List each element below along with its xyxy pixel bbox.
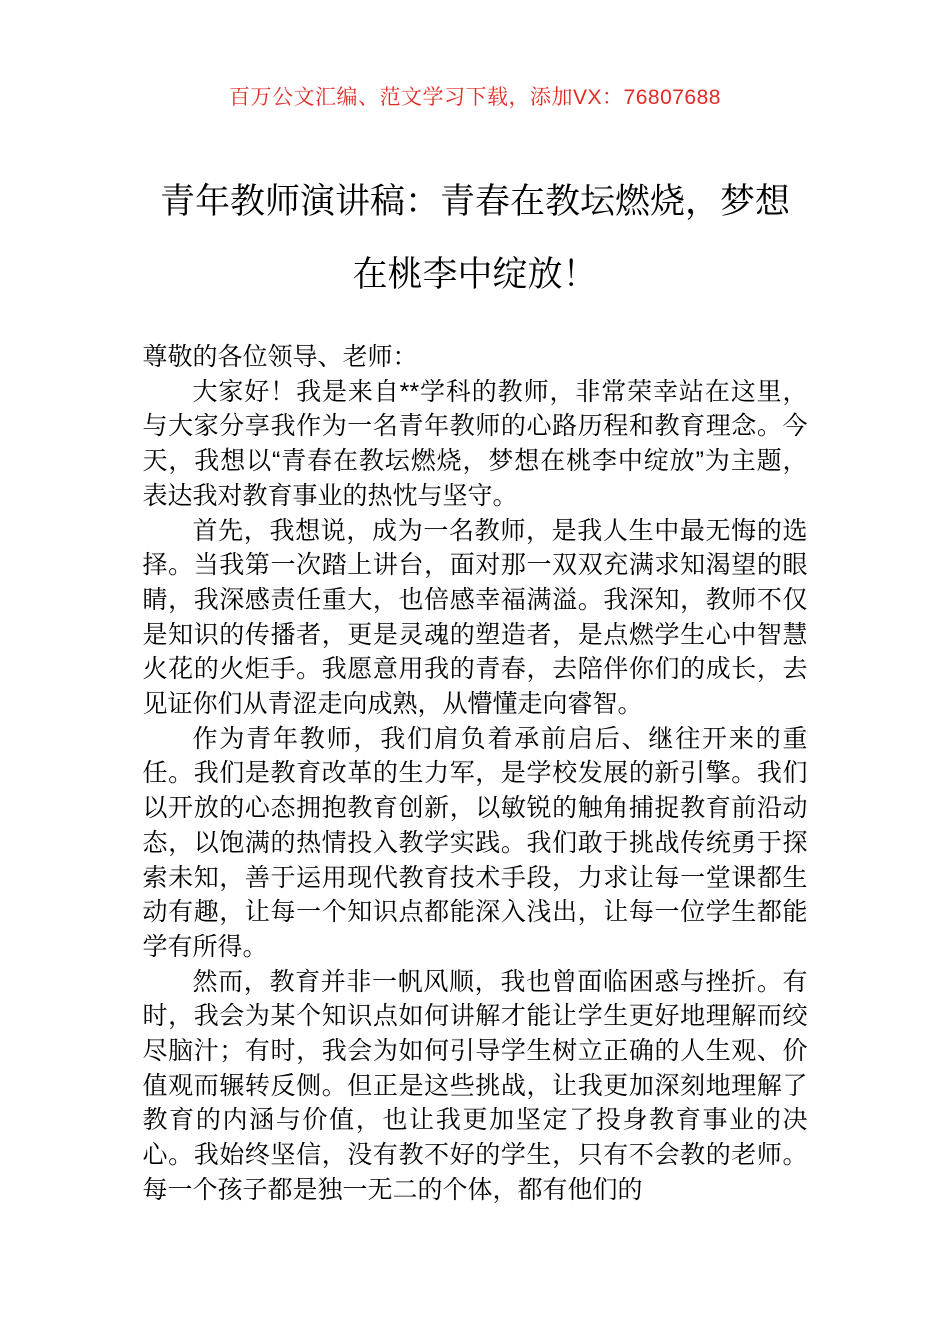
document-title-line-1: 青年教师演讲稿：青春在教坛燃烧，梦想 xyxy=(159,182,790,221)
salutation: 尊敬的各位领导、老师： xyxy=(142,343,418,371)
paragraph-responsibility: 作为青年教师，我们肩负着承前启后、继往开来的重任。我们是教育改革的生力军，是学校发展的新引擎。我们以开放的心态拥抱教育创新，以敏锐的触角捕捉教育前沿动态，以饱满的热情投入教学实践。我们敢于挑战传统勇于探索未知，善于运用现代教育技术手段，力求让每一堂课都生动有趣，让每一个知识点都能深入浅出，让每一位学生都能学有所得。 xyxy=(142,724,808,961)
document-title xyxy=(125,165,825,311)
promo-banner: 百万公文汇编、范文学习下载，添加VX：76807688 xyxy=(229,86,721,109)
paragraph-challenges: 然而，教育并非一帆风顺，我也曾面临困惑与挫折。有时，我会为某个知识点如何讲解才能让学生更好地理解而绞尽脑汁；有时，我会为如何引导学生树立正确的人生观、价值观而辗转反侧。但正是这些挑战，让我更加深刻地理解了教育的内涵与价值，也让我更加坚定了投身教育事业的决心。我始终坚信，没有教不好的学生，只有不会教的老师。每一个孩子都是独一无二的个体，都有他们的 xyxy=(142,967,808,1204)
paragraph-choice: 首先，我想说，成为一名教师，是我人生中最无悔的选择。当我第一次踏上讲台，面对那一双双充满求知渴望的眼睛，我深感责任重大，也倍感幸福满溢。我深知，教师不仅是知识的传播者，更是灵魂的塑造者，是点燃学生心中智慧火花的火炬手。我愿意用我的青春，去陪伴你们的成长，去见证你们从青涩走向成熟，从懵懂走向睿智。 xyxy=(142,516,808,719)
document-body xyxy=(143,340,808,1208)
paragraph-intro: 大家好！我是来自**学科的教师，非常荣幸站在这里，与大家分享我作为一名青年教师的心路历程和教育理念。今天，我想以“青春在教坛燃烧，梦想在桃李中绽放”为主题，表达我对教育事业的热忱与坚守。 xyxy=(142,377,808,510)
document-title-line-2: 在桃李中绽放！ xyxy=(352,255,598,294)
